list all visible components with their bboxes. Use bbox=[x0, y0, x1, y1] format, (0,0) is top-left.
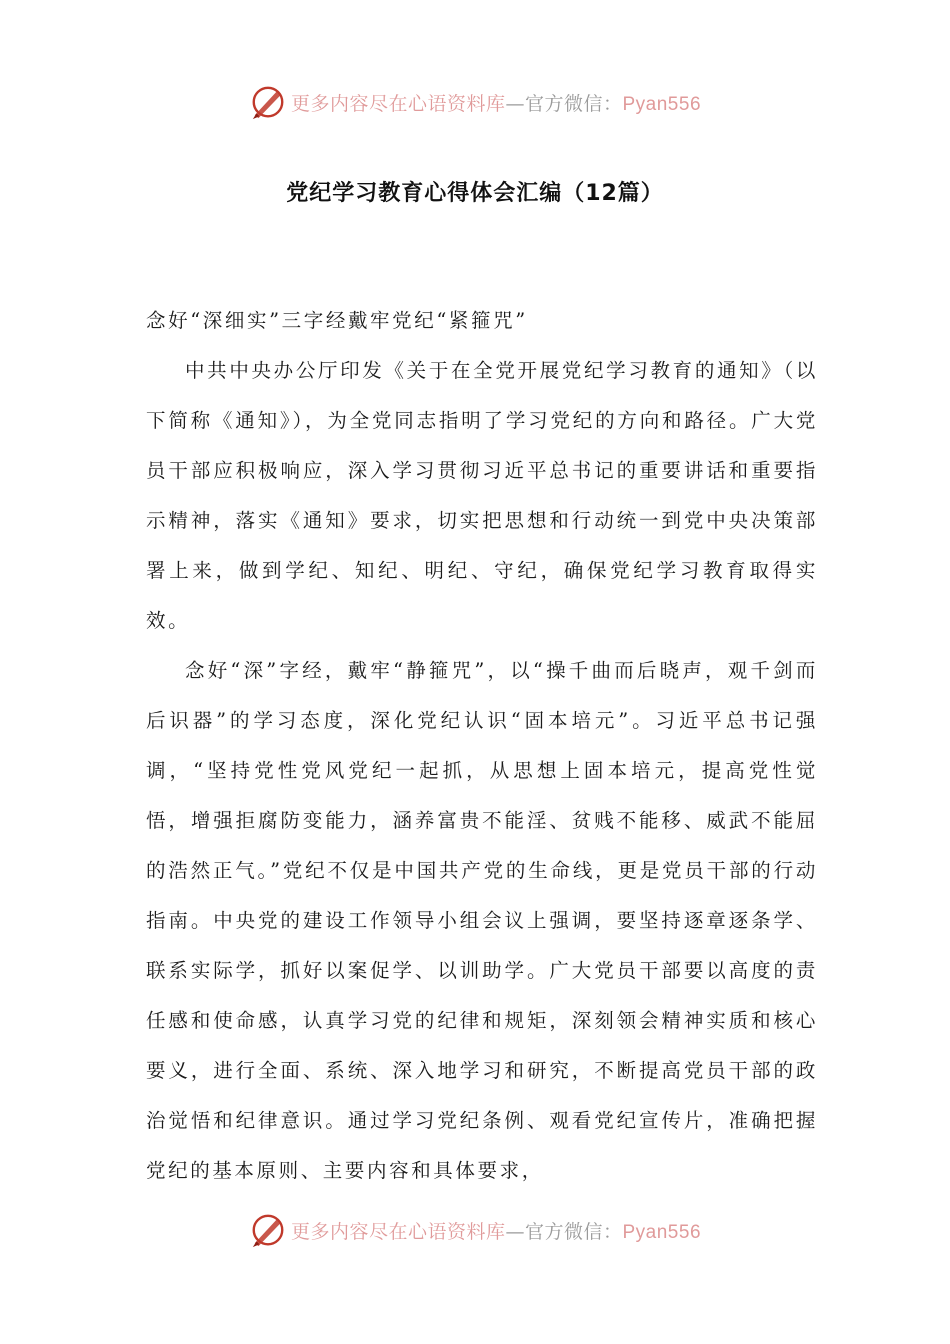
banner-text bbox=[291, 1217, 701, 1244]
banner-wechat-label: 官方微信： bbox=[524, 1220, 623, 1243]
document-body bbox=[146, 296, 818, 1196]
banner-wechat-label: 官方微信： bbox=[524, 92, 623, 115]
section-subheading: 念好“深细实”三字经戴牢党纪“紧箍咒” bbox=[146, 309, 528, 332]
pen-logo-icon bbox=[249, 83, 287, 121]
paragraph-2: 念好“深”字经，戴牢“静箍咒”，以“操千曲而后晓声，观千剑而后识器”的学习态度，深化党纪认识“固本培元”。习近平总书记强调，“坚持党性党风党纪一起抓，从思想上固本培元，提高党性觉悟，增强拒腐防变能力，涵养富贵不能淫、贫贱不能移、威武不能屈的浩然正气。”党纪不仅是中国共产党的生命线，更是党员干部的行动指南。中央党的建设工作领导小组会议上强调，要坚持逐章逐条学、联系实际学，抓好以案促学、以训助学。广大党员干部要以高度的责任感和使命感，认真学习党的纪律和规矩，深刻领会精神实质和核心要义，进行全面、系统、深入地学习和研究，不断提高党员干部的政治觉悟和纪律意识。通过学习党纪条例、观看党纪宣传片，准确把握党纪的基本原则、主要内容和具体要求， bbox=[146, 659, 818, 1182]
banner-wechat-id: Pyan556 bbox=[622, 93, 702, 115]
banner-wechat-id: Pyan556 bbox=[622, 1221, 702, 1243]
banner-main: 更多内容尽在心语资料库 bbox=[290, 1220, 506, 1243]
banner-dash: — bbox=[505, 92, 525, 115]
footer-banner bbox=[0, 1210, 950, 1250]
banner-dash: — bbox=[505, 1220, 525, 1243]
header-banner bbox=[0, 82, 950, 122]
banner-main: 更多内容尽在心语资料库 bbox=[290, 92, 506, 115]
paragraph-1: 中共中央办公厅印发《关于在全党开展党纪学习教育的通知》（以下简称《通知》），为全党同志指明了学习党纪的方向和路径。广大党员干部应积极响应，深入学习贯彻习近平总书记的重要讲话和重要指示精神，落实《通知》要求，切实把思想和行动统一到党中央决策部署上来，做到学纪、知纪、明纪、守纪，确保党纪学习教育取得实效。 bbox=[146, 359, 818, 632]
pen-logo-icon bbox=[249, 1211, 287, 1249]
document-title: 党纪学习教育心得体会汇编（12篇） bbox=[286, 181, 664, 206]
banner-text bbox=[291, 89, 701, 116]
